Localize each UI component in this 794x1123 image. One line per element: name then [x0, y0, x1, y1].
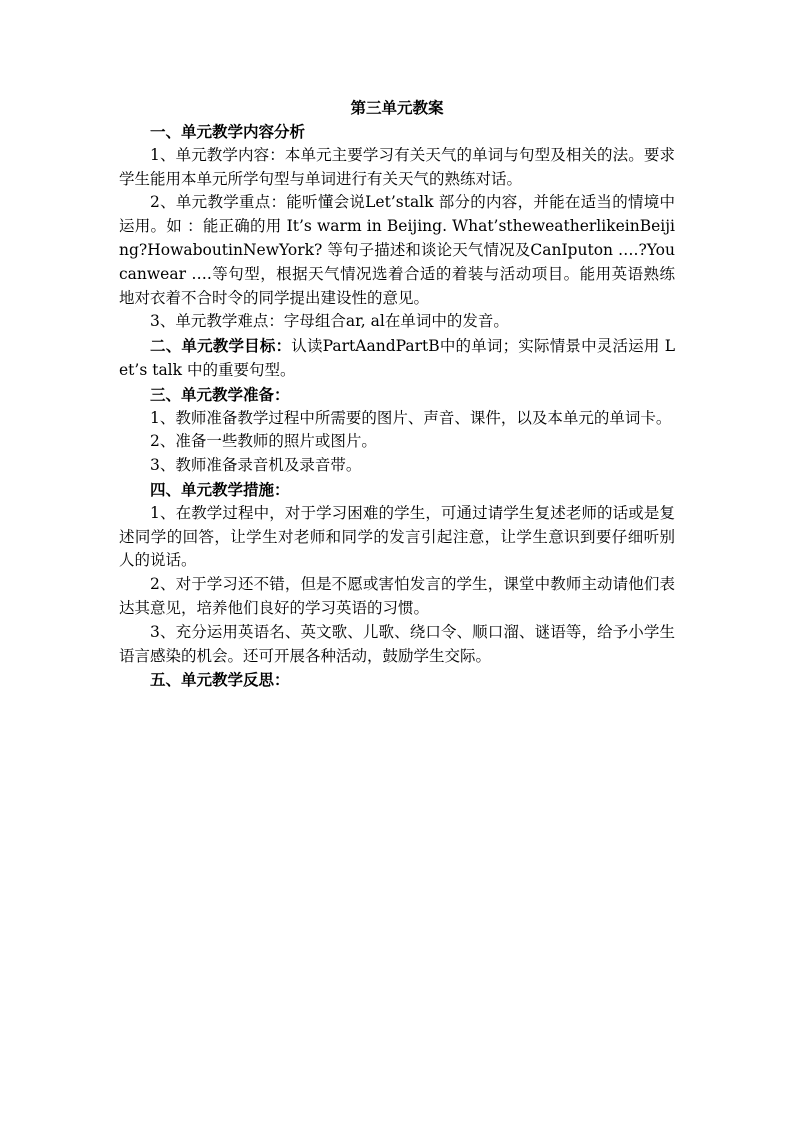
section2-heading: 二、单元教学目标：	[150, 336, 292, 356]
section4-paragraph-3: 3、充分运用英语名、英文歌、儿歌、绕口令、顺口溜、谜语等，给予小学生语言感染的机会。还可开展各种活动，鼓励学生交际。	[119, 622, 675, 665]
section1-paragraph-1: 1、单元教学内容：本单元主要学习有关天气的单词与句型及相关的法。要求学生能用本单元所学句型与单词进行有关天气的熟练对话。	[119, 145, 675, 188]
section2-text: 认读PartAandPartB中的单词；实际情景中灵活运用 Let’s talk 中的重要句型。	[119, 337, 675, 379]
document-title: 第三单元教案	[350, 98, 444, 117]
section1-paragraph-2: 2、单元教学重点：能听懂会说Let’stalk 部分的内容，并能在适当的情境中运用。如 ：能正确的用 It’s warm in Beijing. What’stheweatherlikeinBeijing?HowaboutinNewYork? 等句子描述和谈论天气情况及CanIputon ….?Youcanwear ….等句型，根据天气情况选着合适的着装与活动项目。能用英语熟练地对衣着不合时令的同学提出建设性的意见。	[119, 193, 675, 307]
section4-heading: 四、单元教学措施：	[150, 479, 290, 499]
section4-paragraph-1: 1、在教学过程中，对于学习困难的学生，可通过请学生复述老师的话或是复述同学的回答，让学生对老师和同学的发言引起注意，让学生意识到要仔细听别人的说话。	[119, 503, 675, 570]
section5-heading: 五、单元教学反思：	[150, 670, 290, 690]
section1-paragraph-3: 3、单元教学难点：字母组合ar, al在单词中的发音。	[150, 312, 509, 331]
document-body	[119, 96, 675, 692]
section3-paragraph-1: 1、教师准备教学过程中所需要的图片、声音、课件，以及本单元的单词卡。	[150, 408, 672, 427]
section3-paragraph-3: 3、教师准备录音机及录音带。	[150, 456, 362, 475]
section3-paragraph-2: 2、准备一些教师的照片或图片。	[150, 432, 377, 451]
section3-heading: 三、单元教学准备：	[150, 384, 290, 404]
section4-paragraph-2: 2、对于学习还不错，但是不愿或害怕发言的学生，课堂中教师主动请他们表达其意见，培养他们良好的学习英语的习惯。	[119, 575, 675, 617]
section2-paragraph	[119, 334, 675, 383]
section1-heading: 一、单元教学内容分析	[150, 122, 306, 141]
